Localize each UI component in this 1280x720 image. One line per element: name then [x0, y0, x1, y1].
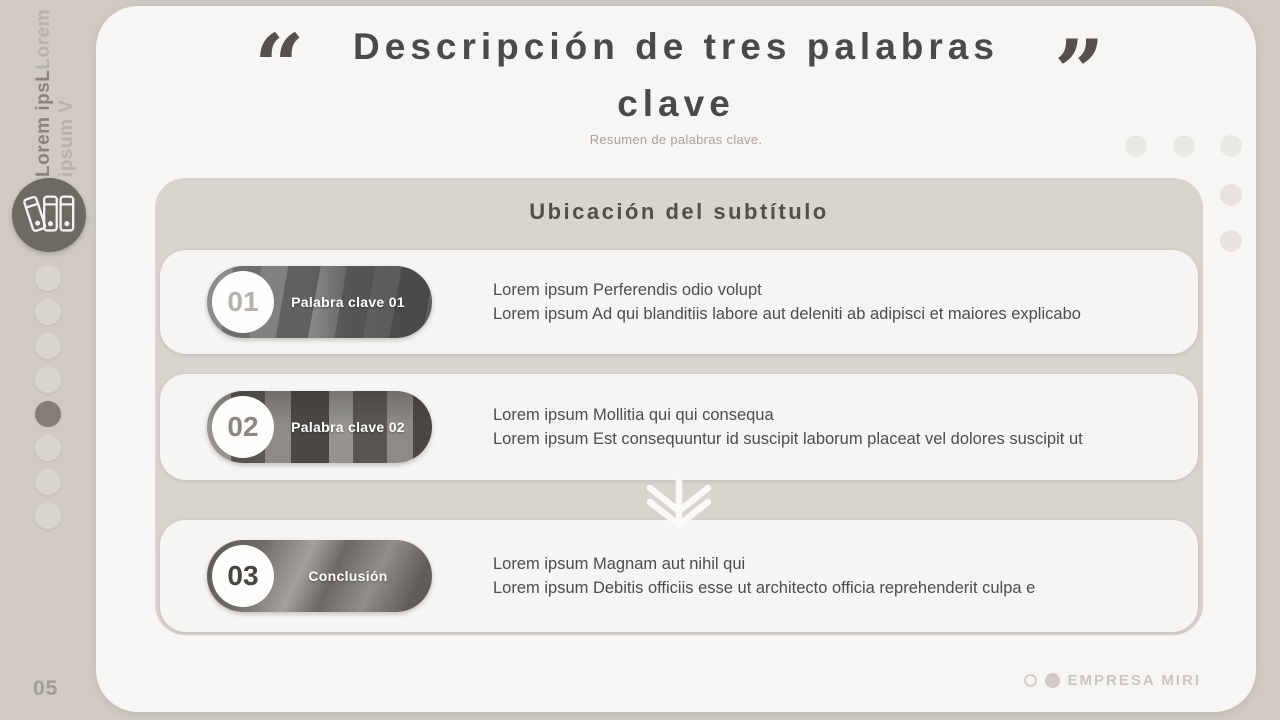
keyword-description	[493, 278, 1081, 326]
slide-card	[96, 6, 1256, 712]
decor-dot	[1173, 135, 1195, 157]
close-quote-icon: ”	[1054, 20, 1105, 124]
description-line1: Lorem ipsum Perferendis odio volupt	[493, 281, 762, 299]
keyword-number-badge: 02	[212, 396, 274, 458]
progress-dot	[35, 367, 61, 393]
keyword-number-badge: 01	[212, 271, 274, 333]
binders-icon	[20, 191, 78, 239]
double-chevron-down-icon	[646, 478, 712, 530]
logo-badge	[12, 178, 86, 252]
keyword-row-1	[160, 250, 1198, 354]
open-quote-icon: “	[254, 14, 305, 118]
keyword-description	[493, 403, 1083, 451]
conclusion-row	[160, 520, 1198, 632]
progress-dot	[35, 503, 61, 529]
description-line2: Lorem ipsum Est consequuntur id suscipit laborum placeat vel dolores suscipit ut	[493, 430, 1083, 448]
progress-dot	[35, 333, 61, 359]
conclusion-pill	[207, 540, 432, 612]
panel-heading: Ubicación del subtítulo	[529, 199, 829, 224]
description-line1: Lorem ipsum Magnam aut nihil qui	[493, 555, 746, 573]
decor-dot	[1220, 135, 1242, 157]
decor-dot	[1220, 184, 1242, 206]
decor-dot	[1220, 230, 1242, 252]
progress-dot	[35, 265, 61, 291]
description-line2: Lorem ipsum Ad qui blanditiis labore aut deleniti ab adipisci et maiores explicabo	[493, 305, 1081, 323]
company-brand	[1024, 672, 1201, 689]
page-number: 05	[33, 677, 59, 700]
keyword-pill-1	[207, 266, 432, 338]
vertical-text-light-1: Lorem	[33, 9, 54, 70]
keyword-description	[493, 552, 1035, 600]
progress-dot	[35, 469, 61, 495]
slide-title-line2: clave	[617, 83, 735, 124]
progress-dot	[35, 299, 61, 325]
keyword-pill-label: Palabra clave 01	[291, 294, 405, 310]
keyword-pill-label: Palabra clave 02	[291, 419, 405, 435]
content-panel	[155, 178, 1203, 635]
progress-dots	[35, 265, 61, 537]
company-name: EMPRESA MIRI	[1067, 672, 1201, 689]
keyword-pill-2	[207, 391, 432, 463]
ring-icon	[1024, 674, 1037, 687]
description-line2: Lorem ipsum Debitis officiis esse ut architecto officia reprehenderit culpa e	[493, 579, 1036, 597]
description-line1: Lorem ipsum Mollitia qui qui consequa	[493, 406, 774, 424]
slide-subtitle: Resumen de palabras clave.	[589, 132, 763, 147]
keyword-number-badge: 03	[212, 545, 274, 607]
vertical-text-light-2: ipsum V	[56, 99, 77, 177]
slide-title	[96, 14, 1256, 132]
slide-title-line1: Descripción de tres palabras	[353, 26, 999, 67]
decor-dot	[1125, 135, 1147, 157]
vertical-text-bold: Lorem ipsL	[33, 69, 54, 177]
keyword-pill-label: Conclusión	[308, 568, 388, 584]
keyword-row-2	[160, 374, 1198, 480]
progress-dot	[35, 401, 61, 427]
disc-icon	[1045, 673, 1060, 688]
progress-dot	[35, 435, 61, 461]
sidebar-vertical-text	[32, 7, 78, 177]
